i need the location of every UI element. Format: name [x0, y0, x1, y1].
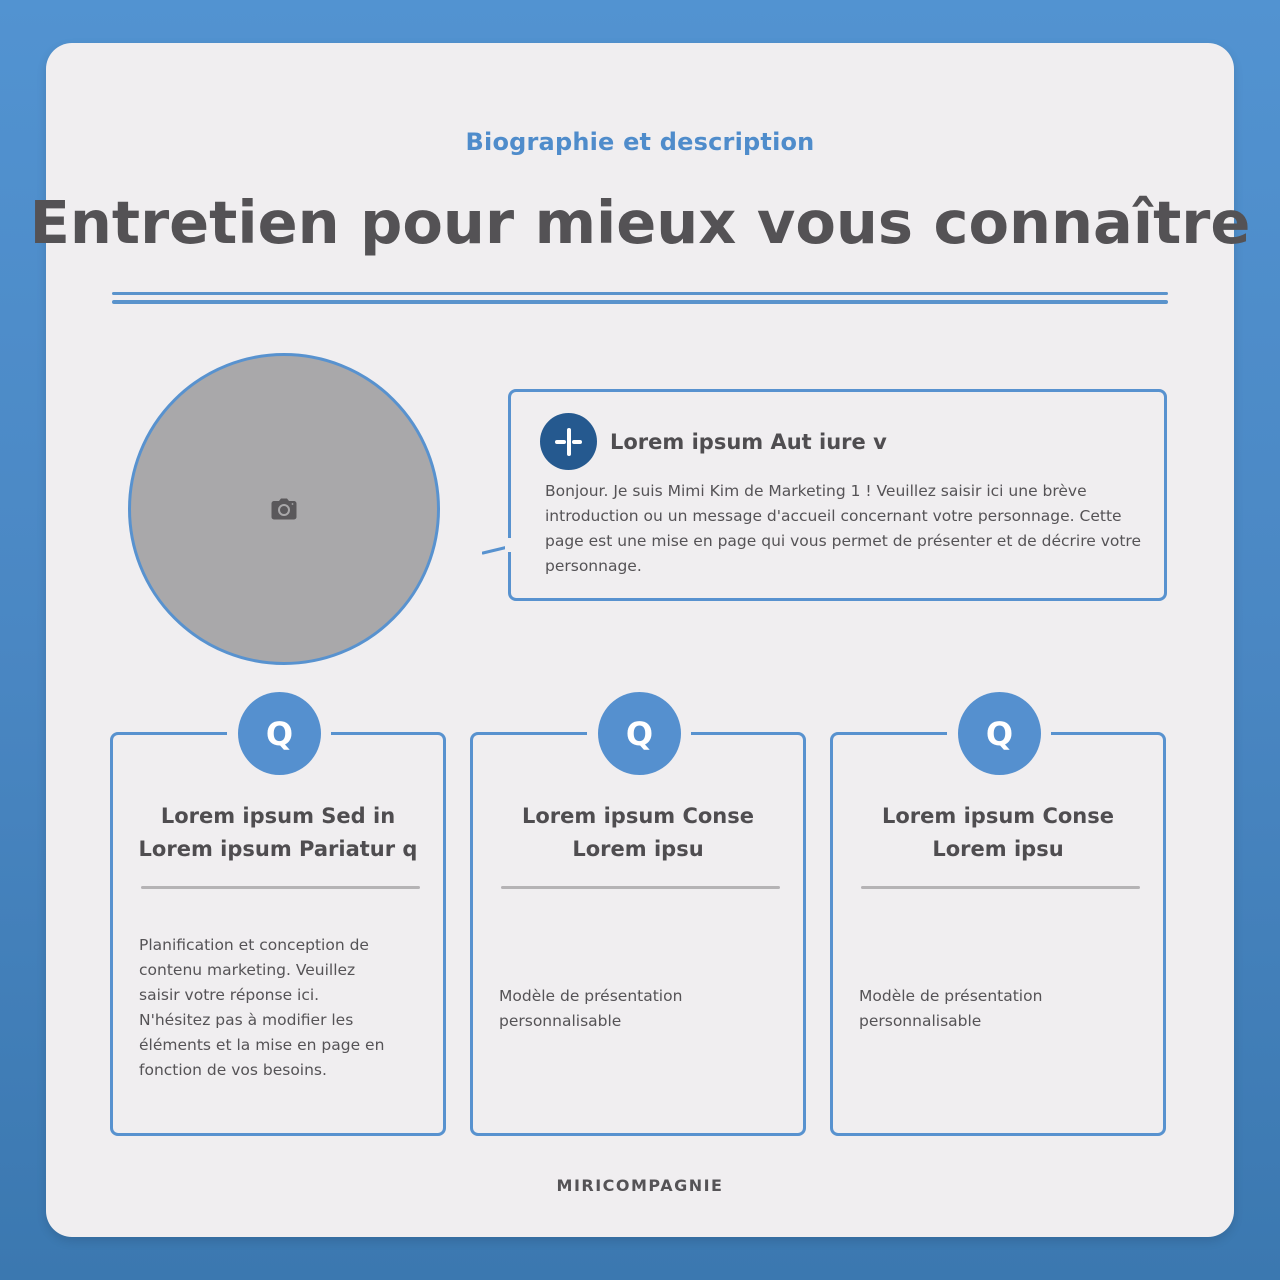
plus-icon — [540, 413, 597, 470]
title-divider-bottom — [112, 300, 1168, 304]
question-divider — [501, 886, 780, 889]
question-title-line2: Lorem ipsu — [572, 837, 704, 861]
footer-brand: MIRICOMPAGNIE — [556, 1176, 724, 1195]
question-title-line1: Lorem ipsum Sed in — [160, 804, 396, 828]
camera-icon — [271, 498, 297, 520]
question-title-line2: Lorem ipsu — [932, 837, 1064, 861]
title-divider-top — [112, 292, 1168, 295]
question-title — [473, 800, 803, 866]
question-answer: Modèle de présentation personnalisable — [499, 987, 683, 1030]
question-answer: Planification et conception de contenu marketing. Veuillez saisir votre réponse ici. N'hésitez pas à modifier les éléments et la mise en page en fonction de vos besoins. — [139, 936, 385, 1079]
profile-photo-placeholder[interactable] — [128, 353, 440, 665]
bubble-border-gap — [505, 538, 513, 552]
question-title — [113, 800, 443, 866]
question-title-line2: Lorem ipsum Pariatur q — [138, 837, 418, 861]
intro-heading: Lorem ipsum Aut iure v — [610, 430, 887, 454]
question-answer: Modèle de présentation personnalisable — [859, 987, 1043, 1030]
question-divider — [861, 886, 1140, 889]
page-subtitle: Biographie et description — [465, 128, 815, 156]
question-title-line1: Lorem ipsum Conse — [881, 804, 1114, 828]
question-title — [833, 800, 1163, 866]
question-title-line1: Lorem ipsum Conse — [521, 804, 754, 828]
question-card-3 — [830, 714, 1166, 1136]
page-title: Entretien pour mieux vous connaître — [29, 188, 1251, 257]
question-card-2 — [470, 714, 806, 1136]
q-badge-icon: Q — [958, 692, 1041, 775]
q-badge-icon: Q — [238, 692, 321, 775]
question-divider — [141, 886, 420, 889]
question-card-1 — [110, 714, 446, 1136]
intro-body: Bonjour. Je suis Mimi Kim de Marketing 1 ! Veuillez saisir ici une brève introduction ou un message d'accueil concernant votre personnage. Cette page est une mise en page qui vous permet de présenter et de décrire votre personnage. — [545, 482, 1142, 575]
q-badge-icon: Q — [598, 692, 681, 775]
plus-glyph-icon — [553, 426, 585, 458]
